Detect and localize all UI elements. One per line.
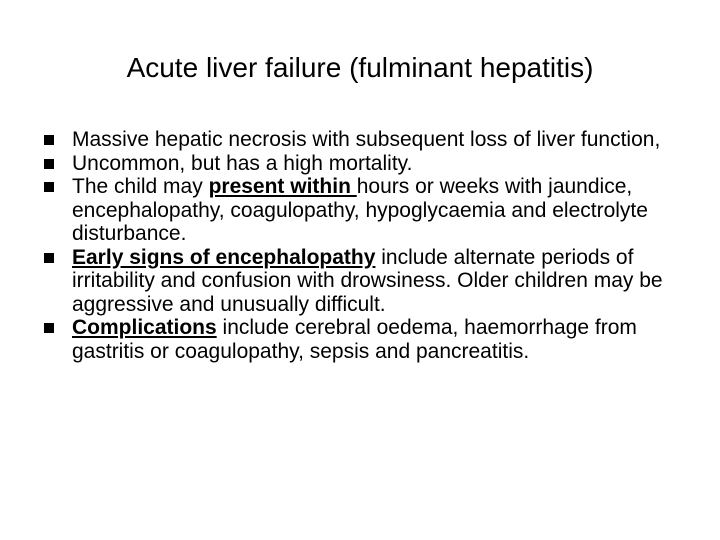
bullet-emphasis: present within	[208, 175, 357, 198]
bullet-text: include alternate periods of irritability and confusion with drowsiness. Older children may be aggressive and unusually difficult.	[72, 245, 663, 316]
square-bullet-icon	[44, 135, 54, 145]
bullet-item	[40, 316, 690, 363]
bullet-item	[40, 152, 690, 176]
bullet-list	[40, 128, 690, 363]
bullet-emphasis: Complications	[72, 316, 217, 339]
bullet-item	[40, 175, 690, 246]
bullet-text: Massive hepatic necrosis with subsequent loss of liver function,	[72, 128, 661, 151]
bullet-item	[40, 128, 690, 152]
bullet-text-lead: The child may	[72, 175, 209, 198]
bullet-text: include cerebral oedema, haemorrhage from gastritis or coagulopathy, sepsis and pancreatitis.	[72, 316, 637, 363]
square-bullet-icon	[44, 159, 54, 169]
bullet-text: hours or weeks with jaundice, encephalopathy, coagulopathy, hypoglycaemia and electrolyte disturbance.	[72, 175, 648, 245]
square-bullet-icon	[44, 323, 54, 333]
bullet-item	[40, 246, 690, 317]
slide-title: Acute liver failure (fulminant hepatitis)	[126, 52, 594, 83]
bullet-emphasis: Early signs of encephalopathy	[72, 245, 376, 269]
square-bullet-icon	[44, 182, 54, 192]
square-bullet-icon	[44, 253, 54, 263]
bullet-text: Uncommon, but has a high mortality.	[72, 151, 413, 175]
